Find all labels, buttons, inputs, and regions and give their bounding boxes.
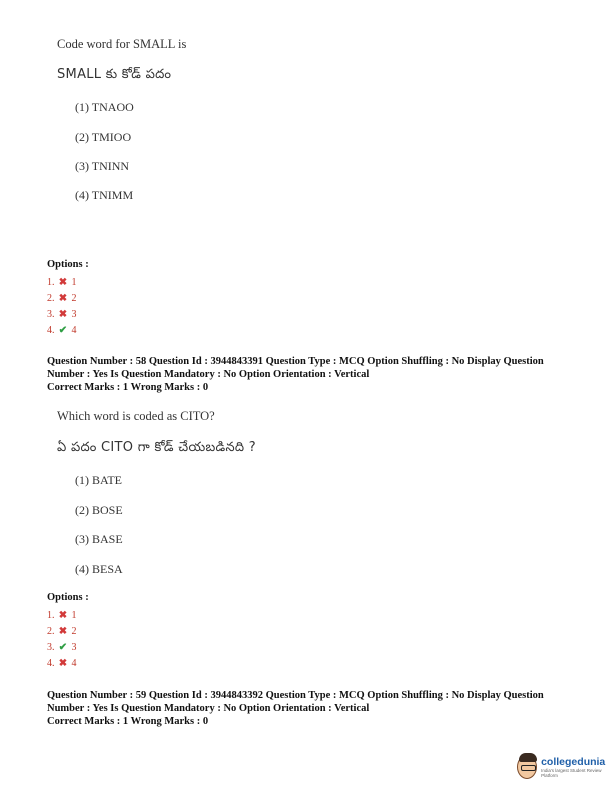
q58-choice-4: (4) BESA bbox=[75, 562, 123, 576]
q58-choice-1: (1) BATE bbox=[75, 473, 122, 487]
option-number: 1. bbox=[47, 609, 55, 621]
question-58-text-te: ఏ పదం CITO గా కోడ్ చేయబడినది ? bbox=[57, 440, 256, 455]
option-value: 1 bbox=[71, 276, 77, 288]
mascot-icon bbox=[517, 755, 537, 779]
q57-choice-3: (3) TNINN bbox=[75, 159, 130, 173]
q57-choice-4: (4) TNIMM bbox=[75, 188, 134, 202]
question-58-text-en: Which word is coded as CITO? bbox=[57, 409, 215, 423]
wrong-icon: ✖ bbox=[58, 625, 68, 637]
question-57-text-te: SMALL కు కోడ్ పదం bbox=[57, 67, 172, 82]
option-value: 2 bbox=[71, 625, 77, 637]
q57-option-row bbox=[47, 274, 77, 290]
wrong-icon: ✖ bbox=[58, 308, 68, 320]
option-value: 1 bbox=[71, 609, 77, 621]
q57-option-row bbox=[47, 322, 77, 338]
q57-option-row bbox=[47, 290, 77, 306]
option-number: 4. bbox=[47, 324, 55, 336]
option-number: 1. bbox=[47, 276, 55, 288]
meta-line-2: Number : Yes Is Question Mandatory : No Option Orientation : Vertical bbox=[47, 369, 370, 380]
q58-option-row bbox=[47, 655, 77, 671]
q58-choice-3: (3) BASE bbox=[75, 532, 123, 546]
meta-line-3: Correct Marks : 1 Wrong Marks : 0 bbox=[47, 382, 209, 393]
q57-options-list bbox=[47, 274, 77, 338]
option-value: 2 bbox=[71, 292, 77, 304]
meta-line-2: Number : Yes Is Question Mandatory : No Option Orientation : Vertical bbox=[47, 703, 370, 714]
meta-line-1: Question Number : 59 Question Id : 3944843392 Question Type : MCQ Option Shuffling : No Display Question bbox=[47, 690, 544, 701]
meta-line-1: Question Number : 58 Question Id : 3944843391 Question Type : MCQ Option Shuffling : No Display Question bbox=[47, 356, 544, 367]
wrong-icon: ✖ bbox=[58, 657, 68, 669]
question-59-meta bbox=[47, 689, 587, 728]
option-value: 3 bbox=[71, 308, 77, 320]
q58-option-row bbox=[47, 607, 77, 623]
question-58-meta bbox=[47, 355, 587, 394]
option-number: 2. bbox=[47, 625, 55, 637]
check-icon: ✔ bbox=[58, 641, 68, 653]
wrong-icon: ✖ bbox=[58, 292, 68, 304]
option-value: 3 bbox=[71, 641, 77, 653]
q58-options-header: Options : bbox=[47, 592, 89, 603]
option-number: 2. bbox=[47, 292, 55, 304]
q57-choice-1: (1) TNAOO bbox=[75, 100, 134, 114]
q58-option-row bbox=[47, 623, 77, 639]
collegedunia-logo bbox=[517, 755, 612, 779]
q58-option-row bbox=[47, 639, 77, 655]
q57-option-row bbox=[47, 306, 77, 322]
wrong-icon: ✖ bbox=[58, 276, 68, 288]
q58-options-list bbox=[47, 607, 77, 671]
wrong-icon: ✖ bbox=[58, 609, 68, 621]
check-icon: ✔ bbox=[58, 324, 68, 336]
option-number: 3. bbox=[47, 308, 55, 320]
option-number: 3. bbox=[47, 641, 55, 653]
logo-name: collegedunia bbox=[541, 756, 606, 768]
q57-options-header: Options : bbox=[47, 259, 89, 270]
logo-tagline: India's largest Student Review Platform bbox=[541, 768, 602, 778]
question-57-text-en: Code word for SMALL is bbox=[57, 37, 187, 51]
q58-choice-2: (2) BOSE bbox=[75, 503, 123, 517]
option-number: 4. bbox=[47, 657, 55, 669]
option-value: 4 bbox=[71, 657, 77, 669]
option-value: 4 bbox=[71, 324, 77, 336]
meta-line-3: Correct Marks : 1 Wrong Marks : 0 bbox=[47, 716, 209, 727]
q57-choice-2: (2) TMIOO bbox=[75, 130, 132, 144]
